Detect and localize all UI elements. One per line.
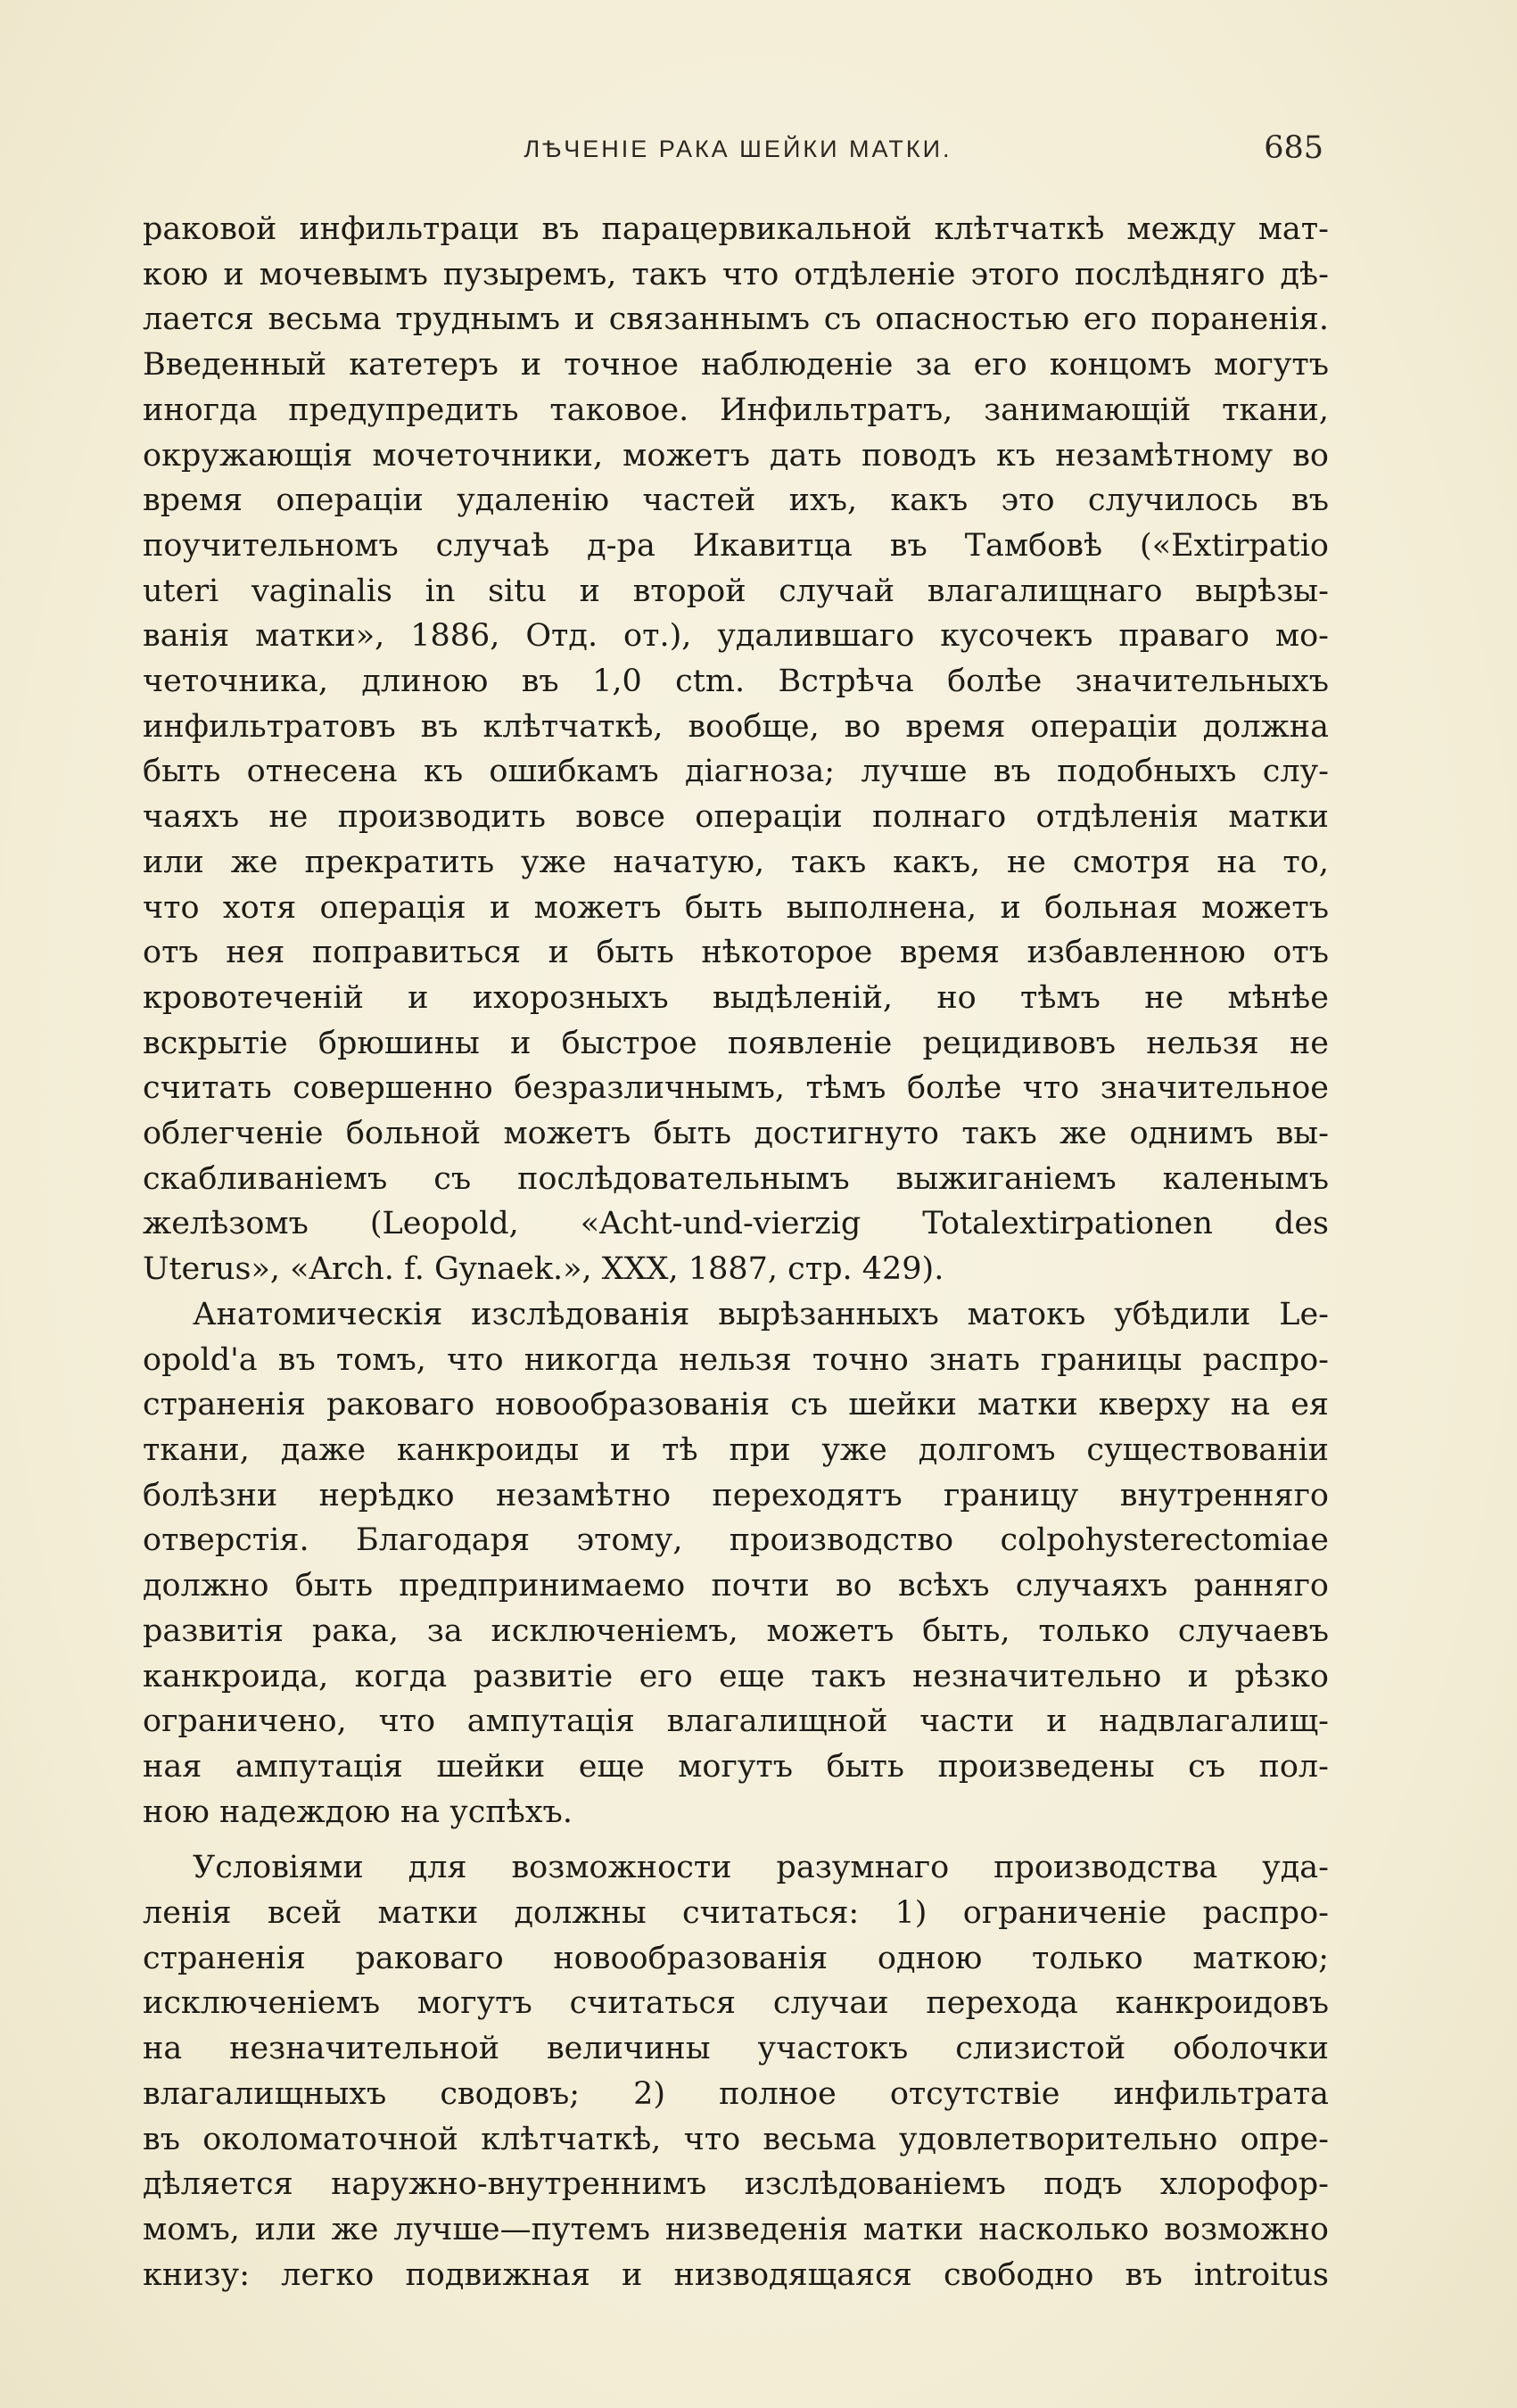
text-line: момъ, или же лучше—путемъ низведенія матки насколько возможно — [143, 2211, 1329, 2247]
text-line: поучительномъ случаѣ д-ра Икавитца въ Тамбовѣ («Extirpatio — [143, 527, 1329, 564]
text-line: развитія рака, за исключеніемъ, можетъ быть, только случаевъ — [143, 1612, 1329, 1649]
text-line: влагалищныхъ сводовъ; 2) полное отсутствіе инфильтрата — [143, 2075, 1329, 2112]
text-line: инфильтратовъ въ клѣтчаткѣ, вообще, во время операціи должна — [143, 708, 1329, 745]
text-line: желѣзомъ (Leopold, «Acht-und-vierzig Totalextirpationen des — [143, 1206, 1329, 1242]
text-line: ная ампутація шейки еще могутъ быть произведены съ пол- — [143, 1748, 1329, 1785]
text-line: на незначительной величины участокъ слизистой оболочки — [143, 2031, 1329, 2067]
text-line: вскрытіе брюшины и быстрое появленіе рецидивовъ нельзя не — [143, 1025, 1329, 1061]
text-line: Введенный катетеръ и точное наблюденіе за его концомъ могутъ — [143, 347, 1329, 383]
text-line: дѣляется наружно-внутреннимъ изслѣдованіемъ подъ хлорофор- — [143, 2166, 1329, 2203]
text-line: болѣзни нерѣдко незамѣтно переходятъ границу внутренняго — [143, 1477, 1329, 1513]
text-line: Условіями для возможности разумнаго производства уда- — [193, 1850, 1329, 1886]
text-line: ткани, даже канкроиды и тѣ при уже долгомъ существованіи — [143, 1431, 1329, 1468]
text-line: ограничено, что ампутація влагалищной части и надвлагалищ- — [143, 1703, 1329, 1740]
text-line: ванія матки», 1886, Отд. от.), удалившаго кусочекъ праваго мо- — [143, 618, 1329, 655]
text-line: страненія раковаго новообразованія одною только маткою; — [143, 1940, 1329, 1976]
text-line: исключеніемъ могутъ считаться случаи перехода канкроидовъ — [143, 1985, 1329, 2022]
text-line: отъ нея поправиться и быть нѣкоторое время избавленною отъ — [143, 935, 1329, 971]
text-line: время операціи удаленію частей ихъ, какъ это случилось въ — [143, 482, 1329, 519]
text-line: четочника, длиною въ 1,0 ctm. Встрѣча болѣе значительныхъ — [143, 664, 1329, 700]
running-title: ЛѢЧЕНІЕ РАКА ШЕЙКИ МАТКИ. — [524, 136, 952, 162]
text-line: скабливаніемъ съ послѣдовательнымъ выжиганіемъ каленымъ — [143, 1160, 1329, 1197]
text-line: или же прекратить уже начатую, такъ какъ, не смотря на то, — [143, 844, 1329, 880]
text-line: окружающія мочеточники, можетъ дать поводъ къ незамѣтному во — [143, 437, 1329, 474]
text-line: ною надеждою на успѣхъ. — [143, 1794, 573, 1830]
text-line: Uterus», «Arch. f. Gynaek.», XXX, 1887, стр. 429). — [143, 1251, 944, 1288]
text-line: Анатомическія изслѣдованія вырѣзанныхъ матокъ убѣдили Le- — [193, 1296, 1329, 1332]
text-line: страненія раковаго новообразованія съ шейки матки кверху на ея — [143, 1387, 1329, 1423]
text-line: отверстія. Благодаря этому, производство colpohysterectomiae — [143, 1522, 1329, 1559]
page-header — [147, 130, 1329, 175]
text-line: кою и мочевымъ пузыремъ, такъ что отдѣленіе этого послѣдняго дѣ- — [143, 256, 1329, 293]
text-line: быть отнесена къ ошибкамъ діагноза; лучше въ подобныхъ слу- — [143, 754, 1329, 790]
text-line: uteri vaginalis in situ и второй случай влагалищнаго вырѣзы- — [143, 573, 1329, 609]
text-line: канкроида, когда развитіе его еще такъ незначительно и рѣзко — [143, 1658, 1329, 1695]
text-line: лается весьма труднымъ и связаннымъ съ опасностью его пораненія. — [143, 301, 1329, 338]
text-line: иногда предупредить таковое. Инфильтратъ, занимающій ткани, — [143, 392, 1329, 428]
text-line: книзу: легко подвижная и низводящаяся свободно въ introitus — [143, 2256, 1329, 2293]
text-line: кровотеченій и ихорозныхъ выдѣленій, но тѣмъ не мѣнѣе — [143, 979, 1329, 1016]
text-line: должно быть предпринимаемо почти во всѣхъ случаяхъ ранняго — [143, 1568, 1329, 1604]
text-line: считать совершенно безразличнымъ, тѣмъ болѣе что значительное — [143, 1070, 1329, 1107]
body-text — [143, 207, 1329, 2297]
text-line: въ околоматочной клѣтчаткѣ, что весьма удовлетворительно опре- — [143, 2121, 1329, 2157]
text-line: чаяхъ не производить вовсе операціи полнаго отдѣленія матки — [143, 799, 1329, 836]
text-line: что хотя операція и можетъ быть выполнена, и больная можетъ — [143, 889, 1329, 926]
text-line: облегченіе больной можетъ быть достигнуто такъ же однимъ вы- — [143, 1116, 1329, 1152]
text-line: раковой инфильтраци въ парацервикальной клѣтчаткѣ между мат- — [143, 211, 1329, 247]
text-line: opold'а въ томъ, что никогда нельзя точно знать границы распро- — [143, 1341, 1329, 1378]
page-number: 685 — [1264, 130, 1323, 166]
text-line: ленія всей матки должны считаться: 1) ограниченіе распро- — [143, 1895, 1329, 1932]
